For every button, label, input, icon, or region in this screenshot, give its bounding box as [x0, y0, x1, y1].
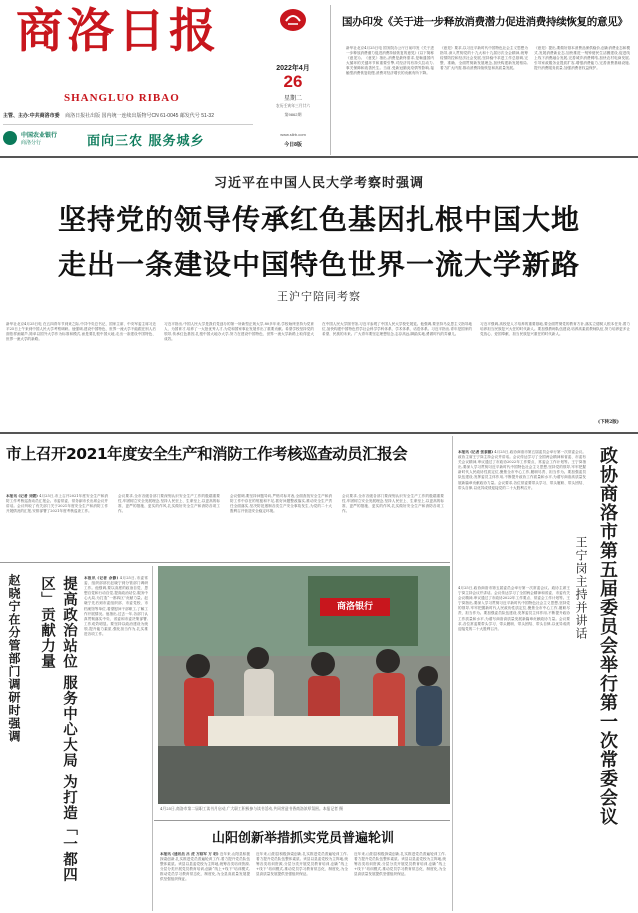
- main-rule: [0, 432, 638, 434]
- safety-col-4: 会议要求,全市各级各部门要深刻认识安全生产工作的极端重要性,牢固树立安全发展理念,坚持人民至上、生命至上,以更高的标准、更严的措施、更实的作风,扎实做好安全生产和消防各项工作。: [342, 494, 444, 514]
- top-story-headline: 国办印发《关于进一步释放消费潜力促进消费持续恢复的意见》: [342, 16, 628, 28]
- main-headline-1: 坚持党的领导传承红色基因扎根中国大地: [57, 203, 580, 236]
- safety-rule: [0, 562, 450, 563]
- main-body-col-1: 新华社北京4月25日电 在五四青年节到来之际,中共中央总书记、国家主席、中央军委主席习近平25日上午来到中国人民大学考察调研。他强调,建设中国特色、世界一流大学不能跟在别人后面依样画葫芦,简单以国外大学作为标准和模式,而是要扎根中国大地,走出一条建设中国特色、世界一流大学的新路。: [6, 322, 156, 342]
- shanyang-byline: 本报讯 (通讯员 吕 虎 万昭军 万 玥): [160, 852, 219, 856]
- main-headline-2: 走出一条建设中国特色世界一流大学新路: [57, 248, 580, 281]
- masthead-divider: [330, 5, 331, 155]
- shanyang-headline: 山阳创新举措抓实党员普遍轮训: [211, 831, 394, 846]
- photo-banner-text: 商洛银行: [336, 602, 373, 612]
- weekday: 星期二: [283, 96, 302, 102]
- pages-count: 今日8版: [284, 142, 302, 148]
- safety-story: [0, 436, 450, 562]
- lunar-date: 农历壬寅年三月廿六: [275, 104, 311, 108]
- cppcc-headline: 政协商洛市第五届委员会举行第一次常委会议: [597, 446, 618, 826]
- top-story-col-1: 新华社北京4月25日电 国务院办公厅日前印发《关于进一步释放消费潜力促进消费持续恢复的意见》(以下简称《意见》)。《意见》指出,消费是最终需求,是畅通国内大循环的关键环节和重要引擎,对经济具有持久拉动力,事关保障和改善民生。当前,受新冠肺炎疫情等影响,接触型消费恢复较慢,消费对经济增长的贡献有所下降。: [346, 46, 434, 76]
- date-day: 26: [283, 72, 303, 91]
- issue-number: 第9862期: [284, 112, 302, 117]
- left-body-text: 4月25日,市委常委、组织部部长赵晓宁到分管部门调研工作。他强调,要以高度的政治自觉、思想自觉和行动自觉,提高政治站位,服务中心大局,为打造“一都四区”贡献力量。赵晓宁先后到市委组织部、市委党校、市档案馆等单位,看望慰问干部职工,了解工作开展情况。他指出,过去一年,各部门认真贯彻落实中央、省委和市委决策部署,工作成效明显。要坚持以政治建设为统领,提升能力素质,强化担当作为,扎实推进各项工作。: [84, 576, 148, 637]
- top-story-col-2: 《意见》要求,以习近平新时代中国特色社会主义思想为指导,深入贯彻党的十九大和十九届历次全会精神,统筹疫情防控和经济社会发展,坚持稳中求进工作总基调,完整、准确、全面贯彻新发展理念,加快构建新发展格局,着力扩大内需,推动消费持续恢复和高质量发展。: [440, 46, 528, 71]
- safety-headline: 市上召开2021年度安全生产和消防工作考核巡查动员汇报会: [6, 445, 408, 463]
- bank-name: 中国农业银行: [21, 133, 58, 139]
- cppcc-body-bottom: 4月25日,政协商洛市第五届委员会举行第一次常委会议。政协主席王宁岗主持会议并讲话。会议传达学习了全国两会精神和省委、市委有关会议精神,审议通过了市政协2022年工作要点、常委会工作计划等。王宁岗指出,要深入学习贯彻习近平新时代中国特色社会主义思想,坚持党的领导,牢牢把握新时代人民政协性质定位,聚焦全市中心工作,履职尽责、担当作为。要加强委员队伍建设,发挥委员主体作用,不断提升政协工作质量和水平,为谱写商洛高质量发展新篇章贡献政协力量。会议要求,各位常委要带头学习、带头履职、带头团结、带头自律,以优异成绩迎接党的二十大胜利召开。: [458, 586, 570, 631]
- cppcc-subhead: 王宁岗主持并讲话: [574, 536, 588, 640]
- shanyang-col-2: 近年来,山阳县积极探索创新,扎实推进党员普遍轮训工作,着力提升党员队伍整体素质。该县以县委党校为主阵地,统筹各类培训资源,分层分类开展党员教育培训,创新“线上+线下”培训模式,推动党员学习教育常态化、制度化,为全县高质量发展提供坚强组织保证。: [256, 852, 348, 877]
- bank-logo-icon: [3, 131, 17, 145]
- sponsor: 主管、主办:中共商洛市委: [3, 113, 60, 119]
- left-column-divider: [152, 566, 153, 911]
- shanyang-story: [156, 822, 450, 911]
- bank-ad: [3, 124, 253, 153]
- safety-byline: 本报讯 (记者 刘媛): [6, 494, 38, 498]
- cppcc-byline: 本报讯 (记者 张泰娜): [458, 450, 494, 454]
- shanyang-col-1: [160, 852, 250, 909]
- publication-info: 商洛日报社出版 国内统一连续出版物号CN 61-0045 邮发代号 51-32: [65, 113, 214, 119]
- left-story: [0, 566, 150, 911]
- sponsor-line: [3, 112, 279, 120]
- bank-branch: 商洛分行: [21, 140, 42, 146]
- main-body-col-3: 在中国人民大学图书馆,习近平参观了中国人民大学校史展览。他强调,要坚持马克思主义指导地位,加快构建中国特色哲学社会科学学科体系、学术体系、话语体系。习近平指出,青年是国家的希望、民族的未来。广大青年要坚定理想信念,志存高远,脚踏实地,勇做时代的弄潮儿。: [322, 322, 472, 337]
- main-subhead: 王沪宁陪同考察: [277, 290, 361, 303]
- safety-body-1: 4月25日,市上召开2021年度安全生产和消防工作考核巡查动员汇报会。市委常委、常务副市长出席会议并讲话。会议听取了有关部门关于2021年度安全生产和消防工作开展情况的汇报,安排部署了2021年度考核巡查工作。: [6, 494, 108, 514]
- left-headline-a: 赵晓宁在分管部门调研时强调: [7, 574, 21, 743]
- cppcc-body-text: 4月25日,政协商洛市第五届委员会举行第一次常委会议。政协主席王宁岗主持会议并讲话。会议传达学习了全国两会精神和省委、市委有关会议精神,审议通过了市政协2022年工作要点、常委会工作计划等。王宁岗指出,要深入学习贯彻习近平新时代中国特色社会主义思想,坚持党的领导,牢牢把握新时代人民政协性质定位,聚焦全市中心工作,履职尽责、担当作为。要加强委员队伍建设,发挥委员主体作用,不断提升政协工作质量和水平,为谱写商洛高质量发展新篇章贡献政协力量。会议要求,各位常委要带头学习、带头履职、带头团结、带头自律,以优异成绩迎接党的二十大胜利召开。: [458, 450, 586, 490]
- masthead-rule: [0, 156, 638, 158]
- right-column-divider: [452, 436, 453, 911]
- date-box: [258, 5, 328, 153]
- safety-col-3: 会议强调,要坚持问题导向,严格对标对表,全面查找安全生产和消防工作中存在的短板和不足,抓好问题整改落实,推动安全生产责任全面落实,坚决防范遏制各类生产安全事故发生,为党的二十大胜利召开营造安全稳定环境。: [230, 494, 332, 514]
- main-body-col-4: 习近平强调,高校是人才培养的重要基地,要全面贯彻党的教育方针,落实立德树人根本任务,着力培养担当民族复兴大任的时代新人。要加强教师队伍建设,培养高素质教师队伍,努力培养更多让党放心、爱国奉献、担当民族复兴重任的时代新人。: [480, 322, 630, 337]
- continued-note: (下转2版): [598, 420, 619, 425]
- masthead-pinyin: SHANGLUO RIBAO: [64, 92, 180, 104]
- main-body-col-2: 习近平指出,中国人民大学是我们党创办的第一所新型正规大学,80多年来,学校始终坚持为党育人、为国育才,培养了一大批优秀人才,为党和国家事业发展作出了重要贡献。希望学校坚持党的领导,传承红色基因,扎根中国大地办大学,努力在建设中国特色、世界一流大学新路上取得更大成效。: [164, 322, 314, 342]
- top-story: [336, 4, 634, 154]
- cppcc-body-top: [458, 450, 586, 580]
- date-year-month: 2022年4月: [276, 65, 310, 72]
- shanyang-body: 近年来,山阳县积极探索创新,扎实推进党员普遍轮训工作,着力提升党员队伍整体素质。该县以县委党校为主阵地,统筹各类培训资源,分层分类开展党员教育培训,创新“线上+线下”培训模式,推动党员学习教育常态化、制度化,为全县高质量发展提供坚强组织保证。: [160, 852, 250, 882]
- photo-caption: 4月25日,商洛市第二届职工读书月启动,广大职工积极参与读书活动,共同营造书香商洛浓厚氛围。本报记者 摄: [160, 806, 343, 811]
- photo-rule: [154, 820, 450, 821]
- left-byline: 本报讯 (记者 余静): [84, 576, 119, 580]
- website: www.sllrb.com: [280, 132, 306, 137]
- paper-seal-icon: [278, 7, 308, 33]
- photo: [158, 566, 450, 804]
- left-body: [84, 576, 148, 906]
- masthead-title: 商洛日报: [16, 4, 220, 59]
- bank-slogan: 面向三农 服务城乡: [87, 134, 205, 149]
- cppcc-story: [456, 436, 638, 911]
- left-headline-b: 提高政治站位 服务中心大局 为打造「一都四区」贡献力量: [39, 576, 77, 883]
- top-story-col-3: 《意见》提出,要做好基本消费品保供稳价,创新消费业态和模式,发展消费新业态,加快推进一刻钟便民生活圈建设,促进线上线下消费融合发展,完善城乡消费网络,加快农村电商发展,引导家政服务业提质扩容,增强消费能力,完善消费基础设施,提升消费服务质量,加强消费者权益保护。: [534, 46, 630, 71]
- shanyang-col-3: 近年来,山阳县积极探索创新,扎实推进党员普遍轮训工作,着力提升党员队伍整体素质。该县以县委党校为主阵地,统筹各类培训资源,分层分类开展党员教育培训,创新“线上+线下”培训模式,推动党员学习教育常态化、制度化,为全县高质量发展提供坚强组织保证。: [354, 852, 446, 877]
- main-kicker: 习近平在中国人民大学考察时强调: [213, 176, 424, 191]
- photo-illustration: [158, 566, 450, 804]
- safety-col-1: [6, 494, 108, 558]
- main-story: [0, 160, 638, 430]
- safety-col-2: 会议要求,全市各级各部门要深刻认识安全生产工作的极端重要性,牢固树立安全发展理念,坚持人民至上、生命至上,以更高的标准、更严的措施、更实的作风,扎实做好安全生产和消防各项工作。: [118, 494, 220, 514]
